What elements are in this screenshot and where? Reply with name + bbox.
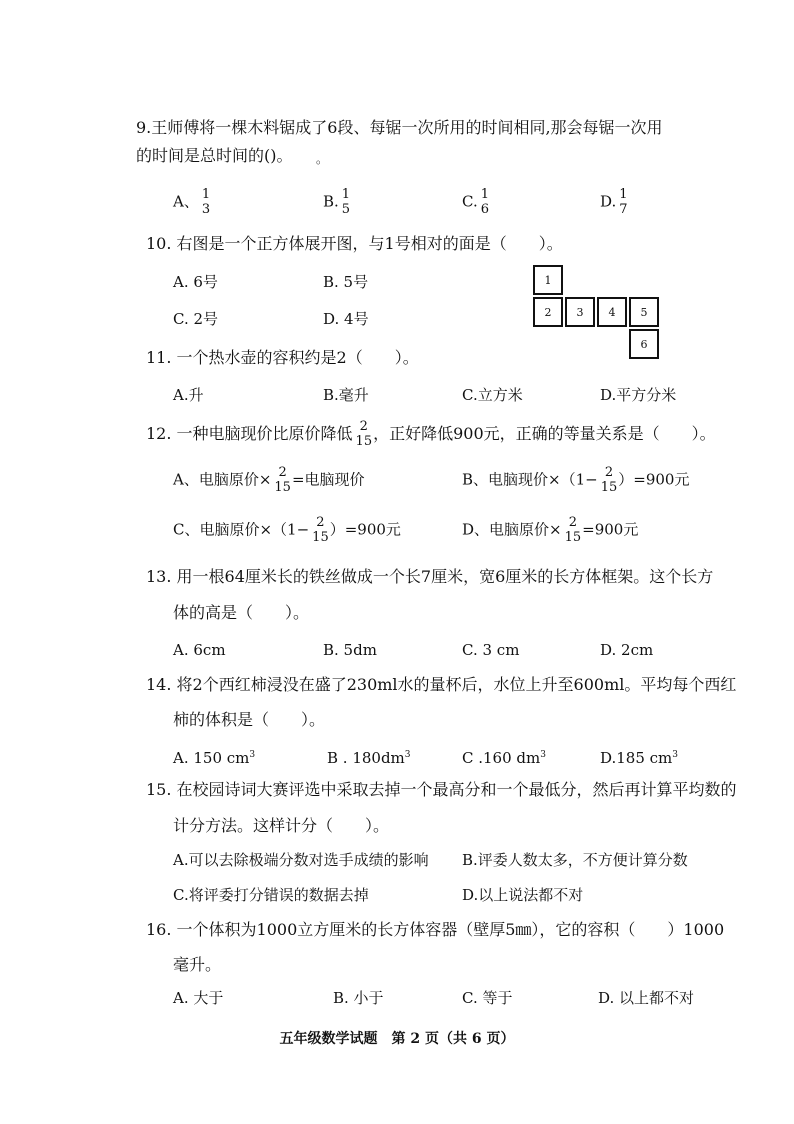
option-label: B. [323, 192, 339, 211]
q9-line1: 9.王师傅将一棵木料锯成了6段、每锯一次所用的时间相同,那会每锯一次用 [136, 118, 663, 137]
fraction-numerator: 1 [480, 187, 489, 202]
q15-option-c: C.将评委打分错误的数据去掉 [173, 886, 369, 904]
q14-option-a [173, 745, 255, 768]
q9-option-c [462, 188, 490, 217]
unit-exponent: 3 [249, 750, 256, 760]
option-text: D.185 cm [600, 749, 673, 767]
unit-exponent: 3 [672, 750, 679, 760]
q13-option-c: C. 3 cm [462, 641, 520, 659]
q13-option-b: B. 5dm [323, 641, 377, 659]
fraction [311, 516, 330, 545]
option-text: C .160 dm [462, 749, 541, 767]
q14-line1: 14. 将2个西红柿浸没在盛了230ml水的量杯后，水位上升至600ml。平均每个西红 [146, 675, 737, 694]
fraction-denominator: 3 [201, 202, 211, 217]
q11-option-c: C.立方米 [462, 386, 523, 404]
q15-option-b: B.评委人数太多，不方便计算分数 [462, 851, 688, 869]
q15-line1: 15. 在校园诗词大赛评选中采取去掉一个最高分和一个最低分，然后再计算平均数的 [146, 780, 737, 799]
fraction [480, 188, 490, 217]
q14-line2: 柿的体积是（ ）。 [173, 710, 326, 729]
q10-option-d: D. 4号 [323, 310, 369, 328]
option-text: A. 150 cm [173, 749, 250, 767]
option-text: B、电脑现价×（1− [462, 470, 598, 489]
option-text: =电脑现价 [291, 470, 365, 489]
fraction-denominator: 15 [312, 530, 329, 545]
fraction [341, 188, 351, 217]
q13-line1: 13. 用一根64厘米长的铁丝做成一个长7厘米，宽6厘米的长方体框架。这个长方 [146, 567, 714, 586]
fraction-numerator: 2 [278, 465, 287, 480]
fraction-numerator: 1 [341, 187, 351, 202]
fraction-denominator: 7 [619, 202, 628, 217]
option-text: D、电脑原价× [462, 520, 562, 539]
q16-option-d: D. 以上都不对 [598, 989, 695, 1007]
option-label: C. [462, 192, 478, 211]
fraction-numerator: 2 [359, 419, 368, 434]
option-text: ）=900元 [618, 470, 690, 489]
fraction [201, 188, 211, 217]
fraction [618, 188, 628, 217]
net-face-2: 2 [533, 297, 563, 327]
q16-line2: 毫升。 [173, 955, 222, 974]
option-text: ）=900元 [329, 520, 401, 539]
q13-line2: 体的高是（ ）。 [173, 603, 310, 622]
fraction-numerator: 2 [604, 465, 614, 480]
fraction [564, 516, 583, 545]
fraction-numerator: 2 [316, 515, 325, 530]
unit-exponent: 3 [540, 750, 546, 760]
q12-stem [146, 420, 716, 449]
fraction-numerator: 2 [568, 515, 578, 530]
cube-net-diagram [533, 265, 659, 361]
q12-stem-before: 12. 一种电脑现价比原价降低 [146, 424, 353, 443]
fraction-denominator: 15 [355, 434, 373, 449]
net-face-4: 4 [597, 297, 627, 327]
q16-option-b: B. 小于 [333, 989, 384, 1007]
q12-option-a [173, 466, 365, 495]
option-text: B . 180dm [327, 749, 405, 767]
q11-option-b: B.毫升 [323, 386, 369, 404]
fraction-numerator: 1 [619, 187, 628, 202]
option-label: D. [600, 192, 617, 211]
q12-stem-after: ，正好降低900元，正确的等量关系是（ ）。 [373, 424, 716, 443]
q14-option-c [462, 745, 546, 768]
q12-option-c [173, 516, 401, 545]
q14-option-b [327, 745, 411, 768]
option-label: A、 [173, 192, 199, 211]
option-text: A、电脑原价× [173, 470, 272, 489]
fraction [355, 420, 374, 449]
q14-option-d [600, 745, 678, 768]
page-footer: 五年级数学试题 第 2 页（共 6 页） [279, 1031, 515, 1047]
fraction-denominator: 6 [480, 202, 489, 217]
q11-option-a: A.升 [173, 386, 204, 404]
q10-option-b: B. 5号 [323, 273, 369, 291]
net-face-3: 3 [565, 297, 595, 327]
net-face-6: 6 [629, 329, 659, 359]
q11-stem: 11. 一个热水壶的容积约是2（ ）。 [146, 348, 419, 367]
q13-option-a: A. 6cm [173, 641, 226, 659]
net-face-1: 1 [533, 265, 563, 295]
fraction-numerator: 1 [201, 187, 211, 202]
q12-option-b [462, 466, 689, 495]
q10-stem: 10. 右图是一个正方体展开图，与1号相对的面是（ ）。 [146, 234, 563, 253]
q9-option-a [173, 188, 211, 217]
fraction [273, 466, 292, 495]
fraction-denominator: 15 [564, 530, 582, 545]
fraction-denominator: 15 [600, 480, 618, 495]
q10-option-c: C. 2号 [173, 310, 219, 328]
q15-option-d: D.以上说法都不对 [462, 886, 584, 904]
q9-option-b [323, 188, 351, 217]
fraction-denominator: 15 [274, 480, 291, 495]
fraction [600, 466, 619, 495]
q12-option-d [462, 516, 638, 545]
option-text: =900元 [582, 520, 639, 539]
q10-option-a: A. 6号 [173, 273, 218, 291]
q9-line2: 的时间是总时间的()。 [136, 146, 293, 165]
q15-line2: 计分方法。这样计分（ ）。 [173, 816, 390, 835]
q9-option-d [600, 188, 629, 217]
fraction-denominator: 5 [341, 202, 351, 217]
q15-option-a: A.可以去除极端分数对选手成绩的影响 [173, 851, 429, 869]
option-text: C、电脑原价×（1− [173, 520, 310, 539]
q13-option-d: D. 2cm [600, 641, 654, 659]
unit-exponent: 3 [404, 750, 411, 760]
q16-option-c: C. 等于 [462, 989, 513, 1007]
q11-option-d: D.平方分米 [600, 386, 677, 404]
net-face-5: 5 [629, 297, 659, 327]
q9-stray-mark: 。 [316, 152, 329, 166]
q16-option-a: A. 大于 [173, 989, 224, 1007]
q16-line1: 16. 一个体积为1000立方厘米的长方体容器（壁厚5㎜），它的容积（ ）1000 [146, 920, 725, 939]
